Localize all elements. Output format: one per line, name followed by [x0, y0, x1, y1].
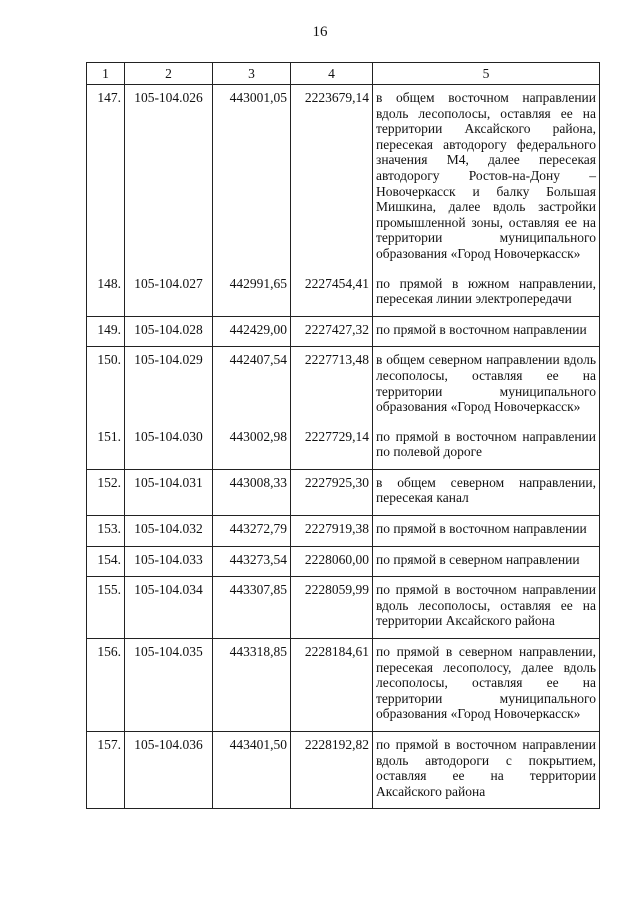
point-number: 153.: [87, 516, 125, 547]
point-code: 105-104.030: [125, 424, 213, 470]
table-row: [87, 347, 600, 424]
point-number: 157.: [87, 732, 125, 809]
y-coordinate: 2227925,30: [291, 469, 373, 515]
point-number: 156.: [87, 639, 125, 732]
x-coordinate: 443002,98: [213, 424, 291, 470]
boundary-description: в общем восточном направлении вдоль лесополосы, оставляя ее на территории Аксайского района, пересекая автодорогу федерального значения М4, далее пересекая автодорогу Ростов-на-Дону – Новочеркасск и балку Большая Мишкина, далее вдоль застройки промышленной зоны, оставляя ее на территории муниципального образования «Город Новочеркасск»: [373, 85, 600, 271]
point-number: 154.: [87, 546, 125, 577]
boundary-description: по прямой в восточном направлении: [373, 316, 600, 347]
column-header-4: 4: [291, 63, 373, 85]
x-coordinate: 443001,05: [213, 85, 291, 271]
point-code: 105-104.026: [125, 85, 213, 271]
boundary-description: в общем северном направлении вдоль лесополосы, оставляя ее на территории муниципального образования «Город Новочеркасск»: [373, 347, 600, 424]
page-number: 16: [312, 24, 328, 40]
y-coordinate: 2227713,48: [291, 347, 373, 424]
x-coordinate: 443272,79: [213, 516, 291, 547]
boundary-description: по прямой в восточном направлении вдоль автодороги с покрытием, оставляя ее на территории Аксайского района: [373, 732, 600, 809]
point-code: 105-104.035: [125, 639, 213, 732]
x-coordinate: 443318,85: [213, 639, 291, 732]
column-header-5: 5: [373, 63, 600, 85]
table-row: [87, 546, 600, 577]
x-coordinate: 443273,54: [213, 546, 291, 577]
point-code: 105-104.028: [125, 316, 213, 347]
boundary-description: по прямой в восточном направлении вдоль лесополосы, оставляя ее на территории Аксайского района: [373, 577, 600, 639]
point-number: 147.: [87, 85, 125, 271]
y-coordinate: 2227729,14: [291, 424, 373, 470]
table-row: [87, 469, 600, 515]
table-row: [87, 271, 600, 317]
x-coordinate: 442407,54: [213, 347, 291, 424]
point-number: 155.: [87, 577, 125, 639]
table-row: [87, 577, 600, 639]
boundary-description: по прямой в северном направлении, пересекая лесополосу, далее вдоль лесополосы, оставляя ее на территории муниципального образования «Город Новочеркасск»: [373, 639, 600, 732]
table-row: [87, 516, 600, 547]
y-coordinate: 2228192,82: [291, 732, 373, 809]
point-code: 105-104.031: [125, 469, 213, 515]
y-coordinate: 2227427,32: [291, 316, 373, 347]
point-code: 105-104.027: [125, 271, 213, 317]
y-coordinate: 2223679,14: [291, 85, 373, 271]
point-number: 150.: [87, 347, 125, 424]
y-coordinate: 2228059,99: [291, 577, 373, 639]
point-number: 151.: [87, 424, 125, 470]
column-header-2: 2: [125, 63, 213, 85]
y-coordinate: 2228060,00: [291, 546, 373, 577]
point-code: 105-104.032: [125, 516, 213, 547]
boundary-description: по прямой в северном направлении: [373, 546, 600, 577]
table-row: [87, 316, 600, 347]
coordinates-table: [86, 62, 600, 809]
x-coordinate: 443401,50: [213, 732, 291, 809]
point-code: 105-104.033: [125, 546, 213, 577]
point-number: 149.: [87, 316, 125, 347]
table-header-row: [87, 63, 600, 85]
column-header-3: 3: [213, 63, 291, 85]
x-coordinate: 443008,33: [213, 469, 291, 515]
boundary-description: по прямой в восточном направлении по полевой дороге: [373, 424, 600, 470]
table-row: [87, 732, 600, 809]
x-coordinate: 443307,85: [213, 577, 291, 639]
table-row: [87, 424, 600, 470]
boundary-description: в общем северном направлении, пересекая канал: [373, 469, 600, 515]
point-code: 105-104.029: [125, 347, 213, 424]
x-coordinate: 442991,65: [213, 271, 291, 317]
y-coordinate: 2227454,41: [291, 271, 373, 317]
point-number: 148.: [87, 271, 125, 317]
boundary-description: по прямой в восточном направлении: [373, 516, 600, 547]
table-row: [87, 85, 600, 271]
table-row: [87, 639, 600, 732]
point-code: 105-104.036: [125, 732, 213, 809]
column-header-1: 1: [87, 63, 125, 85]
point-code: 105-104.034: [125, 577, 213, 639]
y-coordinate: 2227919,38: [291, 516, 373, 547]
point-number: 152.: [87, 469, 125, 515]
boundary-description: по прямой в южном направлении, пересекая линии электропередачи: [373, 271, 600, 317]
x-coordinate: 442429,00: [213, 316, 291, 347]
y-coordinate: 2228184,61: [291, 639, 373, 732]
